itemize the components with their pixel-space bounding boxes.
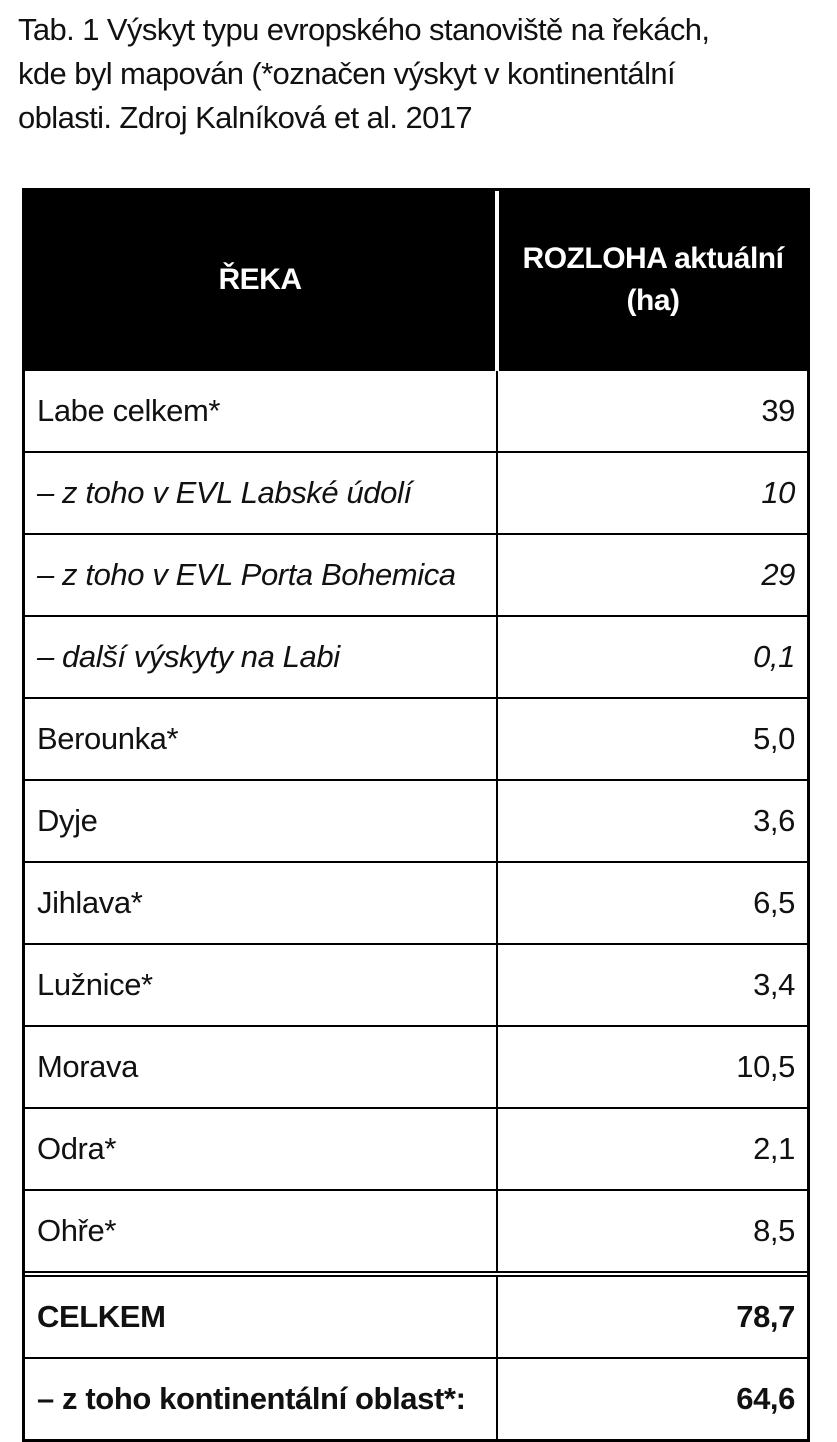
total-continental-name: – z toho kontinentální oblast*: bbox=[25, 1358, 497, 1439]
table-row bbox=[25, 780, 807, 862]
header-river: ŘEKA bbox=[25, 191, 497, 370]
row-value: 3,6 bbox=[497, 780, 807, 862]
caption-line-1: Tab. 1 Výskyt typu evropského stanoviště na řekách, bbox=[18, 12, 710, 47]
row-value: 3,4 bbox=[497, 944, 807, 1026]
row-value: 10,5 bbox=[497, 1026, 807, 1108]
row-value: 29 bbox=[497, 534, 807, 616]
row-name: Jihlava* bbox=[25, 862, 497, 944]
row-value: 5,0 bbox=[497, 698, 807, 780]
table-row bbox=[25, 370, 807, 452]
table-row bbox=[25, 452, 807, 534]
row-value: 6,5 bbox=[497, 862, 807, 944]
river-area-table bbox=[22, 188, 810, 1442]
table-row bbox=[25, 944, 807, 1026]
header-area bbox=[497, 191, 807, 370]
row-value: 39 bbox=[497, 370, 807, 452]
table-row bbox=[25, 1190, 807, 1274]
row-value: 10 bbox=[497, 452, 807, 534]
row-value: 8,5 bbox=[497, 1190, 807, 1274]
total-row bbox=[25, 1274, 807, 1358]
table-row bbox=[25, 534, 807, 616]
table-row bbox=[25, 1108, 807, 1190]
row-value: 0,1 bbox=[497, 616, 807, 698]
row-name: Ohře* bbox=[25, 1190, 497, 1274]
row-name: Berounka* bbox=[25, 698, 497, 780]
table-caption bbox=[18, 8, 818, 140]
row-name: Odra* bbox=[25, 1108, 497, 1190]
data-table bbox=[25, 191, 807, 1439]
total-continental-row bbox=[25, 1358, 807, 1439]
total-name: CELKEM bbox=[25, 1274, 497, 1358]
row-name: Dyje bbox=[25, 780, 497, 862]
row-name: – z toho v EVL Porta Bohemica bbox=[25, 534, 497, 616]
row-name: – z toho v EVL Labské údolí bbox=[25, 452, 497, 534]
total-continental-value: 64,6 bbox=[497, 1358, 807, 1439]
caption-line-3: oblasti. Zdroj Kalníková et al. 2017 bbox=[18, 100, 473, 135]
table-row bbox=[25, 698, 807, 780]
table-header-row bbox=[25, 191, 807, 370]
header-area-line-1: ROZLOHA aktuální bbox=[522, 242, 784, 275]
row-name: Morava bbox=[25, 1026, 497, 1108]
row-value: 2,1 bbox=[497, 1108, 807, 1190]
total-value: 78,7 bbox=[497, 1274, 807, 1358]
table-row bbox=[25, 862, 807, 944]
row-name: – další výskyty na Labi bbox=[25, 616, 497, 698]
table-row bbox=[25, 616, 807, 698]
header-area-line-2: (ha) bbox=[626, 284, 680, 317]
row-name: Lužnice* bbox=[25, 944, 497, 1026]
row-name: Labe celkem* bbox=[25, 370, 497, 452]
caption-line-2: kde byl mapován (*označen výskyt v kontinentální bbox=[18, 56, 676, 91]
table-row bbox=[25, 1026, 807, 1108]
